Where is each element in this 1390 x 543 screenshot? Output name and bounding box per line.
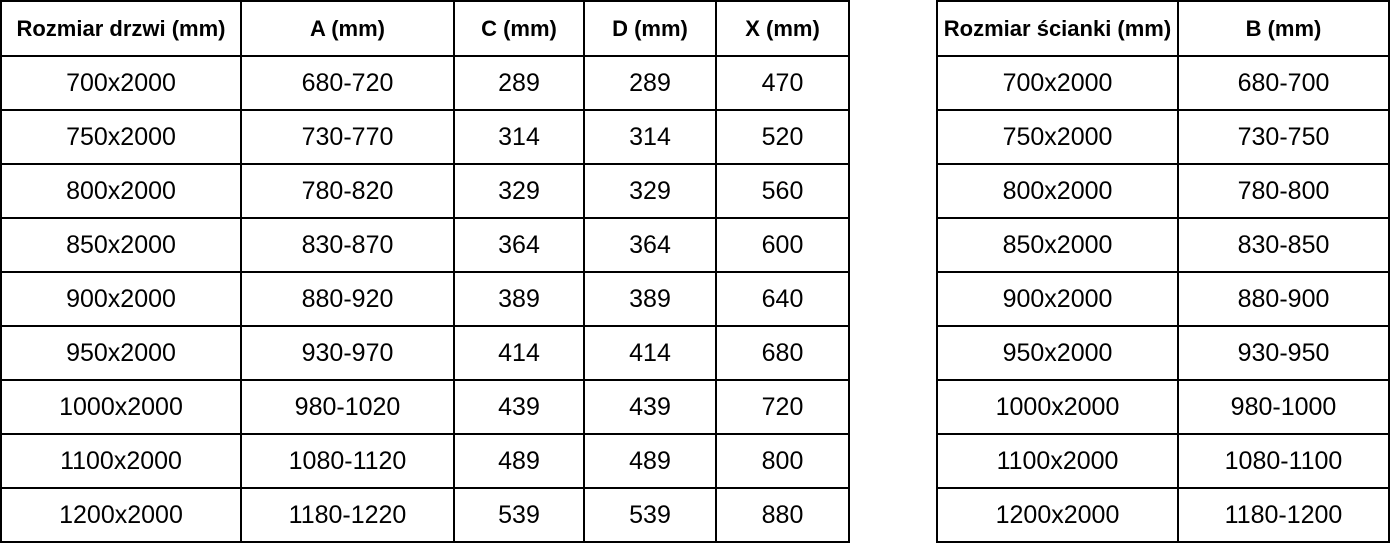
table-cell: 730-770: [241, 110, 454, 164]
table-cell: 1180-1200: [1178, 488, 1389, 542]
table-cell: 750x2000: [1, 110, 241, 164]
table-cell: 1100x2000: [1, 434, 241, 488]
header-row: [937, 1, 1389, 56]
table-cell: 1180-1220: [241, 488, 454, 542]
table-cell: 880: [716, 488, 849, 542]
table-cell: 900x2000: [937, 272, 1178, 326]
table-row: [1, 488, 849, 542]
table-cell: 980-1020: [241, 380, 454, 434]
table-cell: 1100x2000: [937, 434, 1178, 488]
table-row: [937, 488, 1389, 542]
table-row: [1, 380, 849, 434]
table-cell: 800: [716, 434, 849, 488]
table-cell: 730-750: [1178, 110, 1389, 164]
table-row: [1, 326, 849, 380]
table-row: [937, 434, 1389, 488]
column-header: X (mm): [716, 1, 849, 56]
table-cell: 1080-1100: [1178, 434, 1389, 488]
table-cell: 700x2000: [1, 56, 241, 110]
table-row: [1, 110, 849, 164]
table-cell: 560: [716, 164, 849, 218]
table-row: [937, 326, 1389, 380]
table-cell: 720: [716, 380, 849, 434]
table-cell: 329: [454, 164, 584, 218]
table-cell: 489: [584, 434, 716, 488]
table-row: [1, 164, 849, 218]
table-row: [937, 218, 1389, 272]
header-row: [1, 1, 849, 56]
table-cell: 850x2000: [1, 218, 241, 272]
doors-table-body: [1, 56, 849, 542]
table-cell: 439: [454, 380, 584, 434]
table-cell: 364: [454, 218, 584, 272]
table-cell: 520: [716, 110, 849, 164]
table-cell: 414: [584, 326, 716, 380]
table-row: [937, 110, 1389, 164]
column-header: D (mm): [584, 1, 716, 56]
table-cell: 930-970: [241, 326, 454, 380]
table-cell: 930-950: [1178, 326, 1389, 380]
table-cell: 314: [584, 110, 716, 164]
table-cell: 1000x2000: [1, 380, 241, 434]
column-header: C (mm): [454, 1, 584, 56]
table-cell: 780-800: [1178, 164, 1389, 218]
table-cell: 830-870: [241, 218, 454, 272]
table-row: [1, 272, 849, 326]
table-cell: 640: [716, 272, 849, 326]
table-cell: 1000x2000: [937, 380, 1178, 434]
table-cell: 950x2000: [937, 326, 1178, 380]
table-row: [937, 272, 1389, 326]
table-cell: 880-920: [241, 272, 454, 326]
table-cell: 800x2000: [937, 164, 1178, 218]
table-cell: 414: [454, 326, 584, 380]
column-header: Rozmiar ścianki (mm): [937, 1, 1178, 56]
table-cell: 470: [716, 56, 849, 110]
table-cell: 900x2000: [1, 272, 241, 326]
table-cell: 289: [584, 56, 716, 110]
column-header: B (mm): [1178, 1, 1389, 56]
table-cell: 850x2000: [937, 218, 1178, 272]
table-cell: 680-720: [241, 56, 454, 110]
table-cell: 1080-1120: [241, 434, 454, 488]
table-cell: 1200x2000: [1, 488, 241, 542]
walls-table-body: [937, 56, 1389, 542]
table-cell: 680-700: [1178, 56, 1389, 110]
table-row: [937, 164, 1389, 218]
column-header: Rozmiar drzwi (mm): [1, 1, 241, 56]
table-cell: 1200x2000: [937, 488, 1178, 542]
table-cell: 389: [584, 272, 716, 326]
wall-panel-size-table: [936, 0, 1390, 543]
table-cell: 750x2000: [937, 110, 1178, 164]
walls-table-header: [937, 1, 1389, 56]
doors-table-header: [1, 1, 849, 56]
table-cell: 830-850: [1178, 218, 1389, 272]
table-cell: 539: [454, 488, 584, 542]
table-cell: 600: [716, 218, 849, 272]
table-cell: 700x2000: [937, 56, 1178, 110]
table-cell: 364: [584, 218, 716, 272]
table-cell: 289: [454, 56, 584, 110]
table-cell: 950x2000: [1, 326, 241, 380]
table-row: [1, 434, 849, 488]
table-cell: 800x2000: [1, 164, 241, 218]
table-cell: 389: [454, 272, 584, 326]
table-cell: 329: [584, 164, 716, 218]
column-header: A (mm): [241, 1, 454, 56]
table-row: [937, 380, 1389, 434]
table-row: [937, 56, 1389, 110]
table-row: [1, 218, 849, 272]
table-cell: 980-1000: [1178, 380, 1389, 434]
table-cell: 880-900: [1178, 272, 1389, 326]
table-cell: 539: [584, 488, 716, 542]
table-cell: 489: [454, 434, 584, 488]
table-cell: 780-820: [241, 164, 454, 218]
table-row: [1, 56, 849, 110]
table-cell: 439: [584, 380, 716, 434]
table-cell: 314: [454, 110, 584, 164]
table-cell: 680: [716, 326, 849, 380]
